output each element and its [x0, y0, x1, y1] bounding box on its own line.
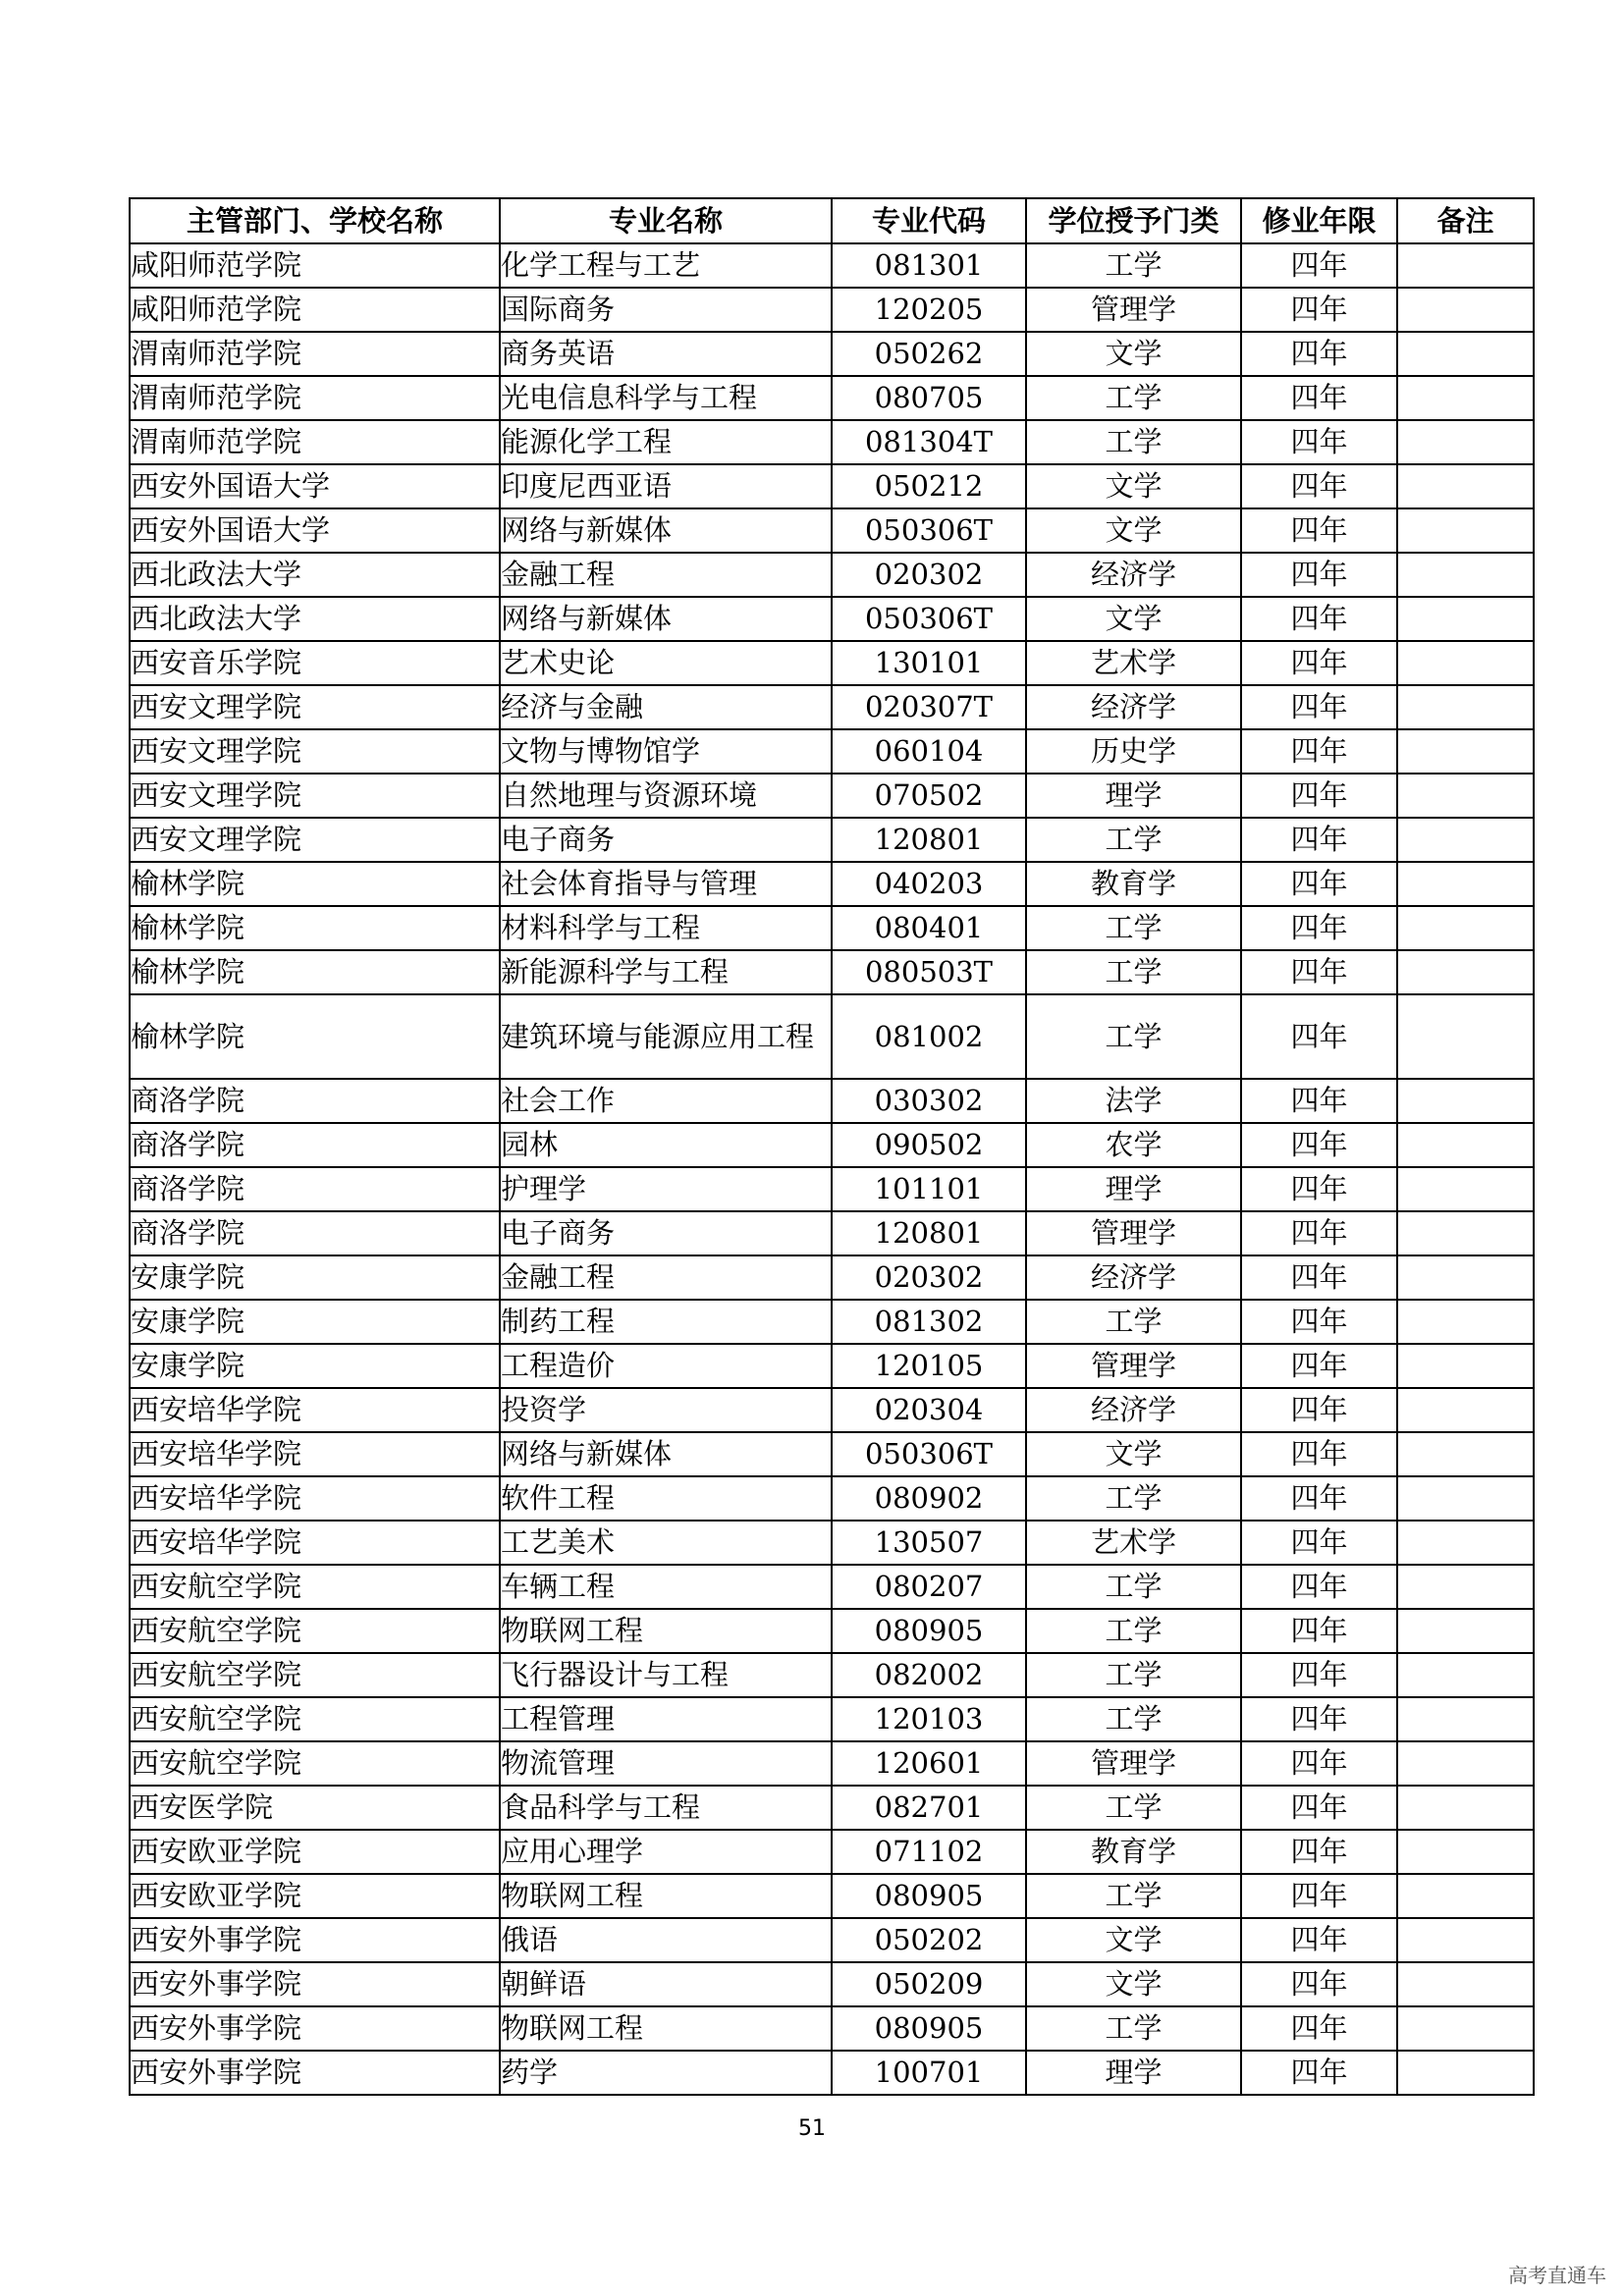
cell-degree: 管理学 — [1026, 1211, 1241, 1255]
cell-school: 西安医学院 — [130, 1786, 500, 1830]
cell-school: 咸阳师范学院 — [130, 288, 500, 332]
cell-major: 网络与新媒体 — [500, 597, 832, 641]
cell-major: 俄语 — [500, 1918, 832, 1962]
cell-major: 艺术史论 — [500, 641, 832, 685]
cell-major: 制药工程 — [500, 1300, 832, 1344]
cell-years: 四年 — [1241, 243, 1397, 288]
cell-code: 030302 — [832, 1079, 1026, 1123]
cell-years: 四年 — [1241, 597, 1397, 641]
cell-years: 四年 — [1241, 685, 1397, 729]
cell-degree: 教育学 — [1026, 1830, 1241, 1874]
table-row — [130, 508, 1534, 553]
cell-school: 西安外事学院 — [130, 2006, 500, 2051]
cell-years: 四年 — [1241, 1432, 1397, 1476]
cell-code: 071102 — [832, 1830, 1026, 1874]
cell-major: 能源化学工程 — [500, 420, 832, 464]
cell-degree: 文学 — [1026, 508, 1241, 553]
majors-table — [129, 197, 1535, 2096]
cell-code: 040203 — [832, 862, 1026, 906]
cell-school: 商洛学院 — [130, 1079, 500, 1123]
cell-years: 四年 — [1241, 420, 1397, 464]
cell-degree: 文学 — [1026, 1962, 1241, 2006]
cell-school: 商洛学院 — [130, 1123, 500, 1167]
table-row — [130, 641, 1534, 685]
cell-years: 四年 — [1241, 1918, 1397, 1962]
cell-remark — [1397, 2006, 1534, 2051]
cell-major: 朝鲜语 — [500, 1962, 832, 2006]
cell-major: 网络与新媒体 — [500, 508, 832, 553]
cell-degree: 管理学 — [1026, 1344, 1241, 1388]
cell-degree: 管理学 — [1026, 288, 1241, 332]
cell-remark — [1397, 950, 1534, 994]
table-row — [130, 685, 1534, 729]
cell-major: 应用心理学 — [500, 1830, 832, 1874]
cell-school: 西安文理学院 — [130, 685, 500, 729]
cell-remark — [1397, 641, 1534, 685]
cell-code: 090502 — [832, 1123, 1026, 1167]
table-row — [130, 420, 1534, 464]
cell-code: 120801 — [832, 1211, 1026, 1255]
cell-code: 120103 — [832, 1697, 1026, 1741]
cell-remark — [1397, 774, 1534, 818]
cell-code: 101101 — [832, 1167, 1026, 1211]
page-number: 51 — [798, 2116, 826, 2141]
cell-school: 商洛学院 — [130, 1167, 500, 1211]
table-header-row — [130, 198, 1534, 243]
cell-code: 081302 — [832, 1300, 1026, 1344]
table-row — [130, 1300, 1534, 1344]
cell-degree: 经济学 — [1026, 553, 1241, 597]
cell-degree: 工学 — [1026, 950, 1241, 994]
cell-major: 工艺美术 — [500, 1521, 832, 1565]
table-row — [130, 1432, 1534, 1476]
cell-remark — [1397, 376, 1534, 420]
cell-remark — [1397, 1874, 1534, 1918]
cell-remark — [1397, 1344, 1534, 1388]
cell-code: 020302 — [832, 1255, 1026, 1300]
cell-degree: 工学 — [1026, 906, 1241, 950]
table-row — [130, 2051, 1534, 2095]
cell-years: 四年 — [1241, 729, 1397, 774]
cell-code: 082002 — [832, 1653, 1026, 1697]
cell-major: 投资学 — [500, 1388, 832, 1432]
cell-major: 物联网工程 — [500, 1874, 832, 1918]
cell-code: 080905 — [832, 1609, 1026, 1653]
cell-code: 120801 — [832, 818, 1026, 862]
cell-code: 080503T — [832, 950, 1026, 994]
cell-remark — [1397, 420, 1534, 464]
table-row — [130, 1344, 1534, 1388]
cell-degree: 文学 — [1026, 1432, 1241, 1476]
cell-code: 020304 — [832, 1388, 1026, 1432]
cell-degree: 管理学 — [1026, 1741, 1241, 1786]
cell-major: 文物与博物馆学 — [500, 729, 832, 774]
cell-school: 西安航空学院 — [130, 1653, 500, 1697]
cell-degree: 教育学 — [1026, 862, 1241, 906]
cell-remark — [1397, 818, 1534, 862]
cell-remark — [1397, 1653, 1534, 1697]
cell-code: 050306T — [832, 508, 1026, 553]
cell-major: 网络与新媒体 — [500, 1432, 832, 1476]
cell-remark — [1397, 1300, 1534, 1344]
cell-school: 榆林学院 — [130, 994, 500, 1079]
cell-years: 四年 — [1241, 1079, 1397, 1123]
cell-school: 渭南师范学院 — [130, 332, 500, 376]
table-row — [130, 1521, 1534, 1565]
table-row — [130, 1123, 1534, 1167]
cell-years: 四年 — [1241, 1786, 1397, 1830]
cell-degree: 经济学 — [1026, 1255, 1241, 1300]
cell-years: 四年 — [1241, 994, 1397, 1079]
cell-years: 四年 — [1241, 464, 1397, 508]
watermark: 高考直通车 — [1508, 2264, 1606, 2287]
cell-degree: 工学 — [1026, 1653, 1241, 1697]
cell-school: 西安音乐学院 — [130, 641, 500, 685]
cell-major: 金融工程 — [500, 553, 832, 597]
cell-code: 070502 — [832, 774, 1026, 818]
cell-school: 西北政法大学 — [130, 597, 500, 641]
cell-degree: 工学 — [1026, 1786, 1241, 1830]
cell-degree: 工学 — [1026, 994, 1241, 1079]
cell-years: 四年 — [1241, 1300, 1397, 1344]
table-row — [130, 597, 1534, 641]
cell-remark — [1397, 1830, 1534, 1874]
cell-remark — [1397, 1211, 1534, 1255]
cell-degree: 工学 — [1026, 1609, 1241, 1653]
cell-major: 护理学 — [500, 1167, 832, 1211]
cell-degree: 理学 — [1026, 774, 1241, 818]
cell-school: 西北政法大学 — [130, 553, 500, 597]
header-remark: 备注 — [1397, 198, 1534, 243]
cell-remark — [1397, 906, 1534, 950]
cell-code: 130101 — [832, 641, 1026, 685]
table-row — [130, 553, 1534, 597]
cell-school: 西安培华学院 — [130, 1521, 500, 1565]
cell-school: 榆林学院 — [130, 906, 500, 950]
cell-years: 四年 — [1241, 1565, 1397, 1609]
cell-code: 050306T — [832, 1432, 1026, 1476]
cell-remark — [1397, 288, 1534, 332]
table-row — [130, 1786, 1534, 1830]
cell-remark — [1397, 597, 1534, 641]
table-row — [130, 774, 1534, 818]
cell-school: 西安航空学院 — [130, 1565, 500, 1609]
cell-remark — [1397, 1918, 1534, 1962]
cell-code: 080902 — [832, 1476, 1026, 1521]
cell-major: 商务英语 — [500, 332, 832, 376]
header-years: 修业年限 — [1241, 198, 1397, 243]
cell-major: 药学 — [500, 2051, 832, 2095]
cell-school: 西安航空学院 — [130, 1741, 500, 1786]
cell-remark — [1397, 1697, 1534, 1741]
header-code: 专业代码 — [832, 198, 1026, 243]
table-row — [130, 1211, 1534, 1255]
cell-code: 020307T — [832, 685, 1026, 729]
cell-major: 社会工作 — [500, 1079, 832, 1123]
cell-years: 四年 — [1241, 332, 1397, 376]
cell-school: 咸阳师范学院 — [130, 243, 500, 288]
cell-degree: 工学 — [1026, 1476, 1241, 1521]
cell-school: 西安培华学院 — [130, 1432, 500, 1476]
cell-years: 四年 — [1241, 288, 1397, 332]
table-row — [130, 1697, 1534, 1741]
cell-degree: 工学 — [1026, 2006, 1241, 2051]
cell-major: 工程造价 — [500, 1344, 832, 1388]
cell-code: 050202 — [832, 1918, 1026, 1962]
cell-remark — [1397, 1167, 1534, 1211]
cell-code: 060104 — [832, 729, 1026, 774]
cell-code: 120105 — [832, 1344, 1026, 1388]
cell-remark — [1397, 464, 1534, 508]
table-row — [130, 1741, 1534, 1786]
cell-school: 西安航空学院 — [130, 1697, 500, 1741]
cell-degree: 文学 — [1026, 332, 1241, 376]
table-row — [130, 288, 1534, 332]
cell-degree: 工学 — [1026, 1874, 1241, 1918]
cell-years: 四年 — [1241, 376, 1397, 420]
cell-degree: 经济学 — [1026, 1388, 1241, 1432]
cell-degree: 工学 — [1026, 1697, 1241, 1741]
table-row — [130, 1609, 1534, 1653]
cell-school: 西安外国语大学 — [130, 464, 500, 508]
cell-school: 西安外事学院 — [130, 1918, 500, 1962]
cell-major: 国际商务 — [500, 288, 832, 332]
table-row — [130, 332, 1534, 376]
cell-remark — [1397, 729, 1534, 774]
cell-years: 四年 — [1241, 553, 1397, 597]
cell-school: 安康学院 — [130, 1255, 500, 1300]
cell-remark — [1397, 553, 1534, 597]
cell-years: 四年 — [1241, 1653, 1397, 1697]
cell-remark — [1397, 685, 1534, 729]
cell-years: 四年 — [1241, 1123, 1397, 1167]
cell-degree: 文学 — [1026, 464, 1241, 508]
cell-years: 四年 — [1241, 1255, 1397, 1300]
cell-years: 四年 — [1241, 641, 1397, 685]
table-row — [130, 243, 1534, 288]
table-body — [130, 243, 1534, 2095]
table-row — [130, 1388, 1534, 1432]
cell-major: 物联网工程 — [500, 1609, 832, 1653]
cell-school: 西安文理学院 — [130, 729, 500, 774]
cell-remark — [1397, 994, 1534, 1079]
table-row — [130, 1255, 1534, 1300]
cell-code: 130507 — [832, 1521, 1026, 1565]
cell-remark — [1397, 1079, 1534, 1123]
cell-degree: 工学 — [1026, 376, 1241, 420]
header-major: 专业名称 — [500, 198, 832, 243]
table-row — [130, 464, 1534, 508]
cell-major: 电子商务 — [500, 1211, 832, 1255]
table-row — [130, 1653, 1534, 1697]
cell-degree: 工学 — [1026, 818, 1241, 862]
cell-remark — [1397, 508, 1534, 553]
cell-degree: 工学 — [1026, 243, 1241, 288]
cell-degree: 经济学 — [1026, 685, 1241, 729]
cell-code: 081002 — [832, 994, 1026, 1079]
cell-major: 园林 — [500, 1123, 832, 1167]
cell-school: 西安航空学院 — [130, 1609, 500, 1653]
cell-code: 082701 — [832, 1786, 1026, 1830]
header-degree: 学位授予门类 — [1026, 198, 1241, 243]
cell-code: 080905 — [832, 1874, 1026, 1918]
cell-school: 西安外国语大学 — [130, 508, 500, 553]
cell-remark — [1397, 2051, 1534, 2095]
cell-school: 西安培华学院 — [130, 1388, 500, 1432]
cell-years: 四年 — [1241, 862, 1397, 906]
cell-code: 120205 — [832, 288, 1026, 332]
cell-major: 新能源科学与工程 — [500, 950, 832, 994]
cell-major: 飞行器设计与工程 — [500, 1653, 832, 1697]
table-row — [130, 818, 1534, 862]
cell-code: 080401 — [832, 906, 1026, 950]
cell-major: 经济与金融 — [500, 685, 832, 729]
cell-years: 四年 — [1241, 950, 1397, 994]
cell-degree: 历史学 — [1026, 729, 1241, 774]
cell-years: 四年 — [1241, 1388, 1397, 1432]
cell-school: 榆林学院 — [130, 862, 500, 906]
cell-code: 050212 — [832, 464, 1026, 508]
cell-major: 食品科学与工程 — [500, 1786, 832, 1830]
cell-school: 商洛学院 — [130, 1211, 500, 1255]
cell-school: 安康学院 — [130, 1344, 500, 1388]
cell-school: 榆林学院 — [130, 950, 500, 994]
cell-degree: 工学 — [1026, 1565, 1241, 1609]
table-row — [130, 1830, 1534, 1874]
cell-remark — [1397, 1741, 1534, 1786]
cell-school: 西安培华学院 — [130, 1476, 500, 1521]
cell-major: 金融工程 — [500, 1255, 832, 1300]
cell-years: 四年 — [1241, 1476, 1397, 1521]
cell-major: 建筑环境与能源应用工程 — [500, 994, 832, 1079]
cell-degree: 农学 — [1026, 1123, 1241, 1167]
header-school: 主管部门、学校名称 — [130, 198, 500, 243]
cell-years: 四年 — [1241, 1344, 1397, 1388]
cell-school: 安康学院 — [130, 1300, 500, 1344]
table-row — [130, 1565, 1534, 1609]
cell-remark — [1397, 1786, 1534, 1830]
cell-major: 电子商务 — [500, 818, 832, 862]
cell-remark — [1397, 1388, 1534, 1432]
cell-degree: 理学 — [1026, 1167, 1241, 1211]
table-row — [130, 862, 1534, 906]
cell-years: 四年 — [1241, 1874, 1397, 1918]
cell-code: 020302 — [832, 553, 1026, 597]
table-row — [130, 1874, 1534, 1918]
table-row — [130, 376, 1534, 420]
table-row — [130, 729, 1534, 774]
cell-years: 四年 — [1241, 2051, 1397, 2095]
table-row — [130, 1167, 1534, 1211]
cell-major: 车辆工程 — [500, 1565, 832, 1609]
table-row — [130, 2006, 1534, 2051]
cell-remark — [1397, 1255, 1534, 1300]
cell-school: 西安欧亚学院 — [130, 1830, 500, 1874]
table-row — [130, 1918, 1534, 1962]
cell-code: 080207 — [832, 1565, 1026, 1609]
cell-degree: 文学 — [1026, 597, 1241, 641]
cell-code: 080705 — [832, 376, 1026, 420]
cell-major: 自然地理与资源环境 — [500, 774, 832, 818]
cell-degree: 理学 — [1026, 2051, 1241, 2095]
cell-years: 四年 — [1241, 1830, 1397, 1874]
table-row — [130, 950, 1534, 994]
cell-remark — [1397, 1609, 1534, 1653]
cell-remark — [1397, 1565, 1534, 1609]
cell-years: 四年 — [1241, 1211, 1397, 1255]
cell-school: 渭南师范学院 — [130, 420, 500, 464]
cell-code: 081304T — [832, 420, 1026, 464]
cell-years: 四年 — [1241, 1962, 1397, 2006]
cell-code: 050209 — [832, 1962, 1026, 2006]
cell-major: 光电信息科学与工程 — [500, 376, 832, 420]
cell-remark — [1397, 332, 1534, 376]
cell-years: 四年 — [1241, 2006, 1397, 2051]
cell-major: 物流管理 — [500, 1741, 832, 1786]
cell-years: 四年 — [1241, 1167, 1397, 1211]
cell-major: 物联网工程 — [500, 2006, 832, 2051]
cell-school: 西安外事学院 — [130, 2051, 500, 2095]
cell-code: 120601 — [832, 1741, 1026, 1786]
cell-remark — [1397, 1123, 1534, 1167]
cell-code: 080905 — [832, 2006, 1026, 2051]
cell-school: 西安欧亚学院 — [130, 1874, 500, 1918]
cell-years: 四年 — [1241, 1521, 1397, 1565]
cell-code: 081301 — [832, 243, 1026, 288]
cell-years: 四年 — [1241, 508, 1397, 553]
cell-years: 四年 — [1241, 774, 1397, 818]
cell-major: 软件工程 — [500, 1476, 832, 1521]
cell-degree: 工学 — [1026, 1300, 1241, 1344]
table-row — [130, 1079, 1534, 1123]
cell-remark — [1397, 862, 1534, 906]
cell-remark — [1397, 243, 1534, 288]
table-row — [130, 994, 1534, 1079]
cell-code: 050262 — [832, 332, 1026, 376]
cell-degree: 法学 — [1026, 1079, 1241, 1123]
cell-remark — [1397, 1521, 1534, 1565]
cell-school: 西安文理学院 — [130, 818, 500, 862]
cell-remark — [1397, 1476, 1534, 1521]
cell-major: 社会体育指导与管理 — [500, 862, 832, 906]
cell-degree: 艺术学 — [1026, 641, 1241, 685]
cell-degree: 艺术学 — [1026, 1521, 1241, 1565]
cell-school: 西安文理学院 — [130, 774, 500, 818]
cell-school: 西安外事学院 — [130, 1962, 500, 2006]
cell-major: 材料科学与工程 — [500, 906, 832, 950]
table-row — [130, 1476, 1534, 1521]
cell-years: 四年 — [1241, 1741, 1397, 1786]
cell-years: 四年 — [1241, 906, 1397, 950]
cell-degree: 文学 — [1026, 1918, 1241, 1962]
cell-remark — [1397, 1432, 1534, 1476]
cell-years: 四年 — [1241, 1609, 1397, 1653]
cell-years: 四年 — [1241, 818, 1397, 862]
cell-degree: 工学 — [1026, 420, 1241, 464]
cell-major: 化学工程与工艺 — [500, 243, 832, 288]
cell-major: 印度尼西亚语 — [500, 464, 832, 508]
cell-code: 100701 — [832, 2051, 1026, 2095]
cell-years: 四年 — [1241, 1697, 1397, 1741]
cell-school: 渭南师范学院 — [130, 376, 500, 420]
cell-major: 工程管理 — [500, 1697, 832, 1741]
cell-remark — [1397, 1962, 1534, 2006]
table-row — [130, 906, 1534, 950]
cell-code: 050306T — [832, 597, 1026, 641]
table-row — [130, 1962, 1534, 2006]
